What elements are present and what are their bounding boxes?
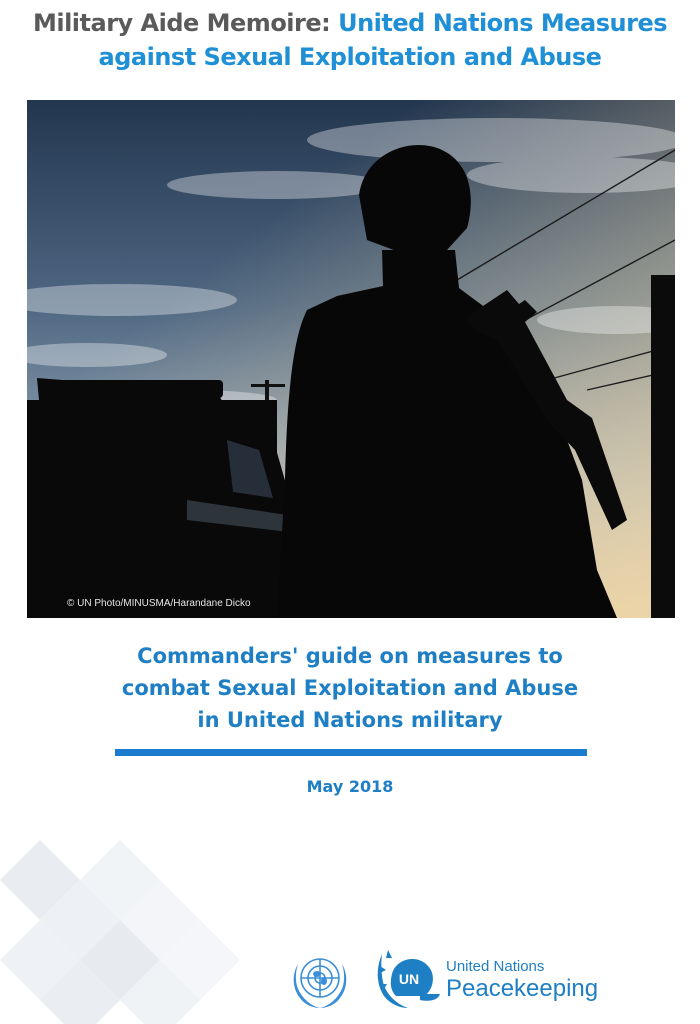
- pk-wordmark-line-2: Peacekeeping: [446, 975, 599, 1002]
- peacekeeping-logo-icon: [374, 944, 444, 1010]
- subtitle-line-1: Commanders' guide on measures to: [137, 644, 563, 668]
- pk-badge-text: UN: [398, 971, 420, 987]
- soldier-silhouette-image: [27, 100, 675, 618]
- pk-wordmark-line-1: United Nations: [446, 958, 545, 975]
- divider-rule: [115, 749, 587, 756]
- publication-date: May 2018: [306, 777, 394, 796]
- title-prefix: Military Aide Memoire:: [32, 9, 339, 37]
- subtitle-line-3: in United Nations military: [197, 708, 503, 732]
- title-line-1: [0, 6, 700, 40]
- photo-credit: © UN Photo/MINUSMA/Harandane Dicko: [67, 598, 251, 609]
- document-title: [0, 6, 700, 74]
- cover-photo: [27, 100, 675, 618]
- un-emblem-icon: [284, 948, 356, 1012]
- diamond-pattern-decoration: [0, 820, 260, 1024]
- subtitle-line-2: combat Sexual Exploitation and Abuse: [121, 676, 579, 700]
- title-highlight: United Nations Measures: [338, 9, 668, 37]
- peacekeeping-wordmark: [446, 958, 598, 1002]
- guide-subtitle: [0, 640, 700, 736]
- title-line-2: against Sexual Exploitation and Abuse: [98, 43, 602, 71]
